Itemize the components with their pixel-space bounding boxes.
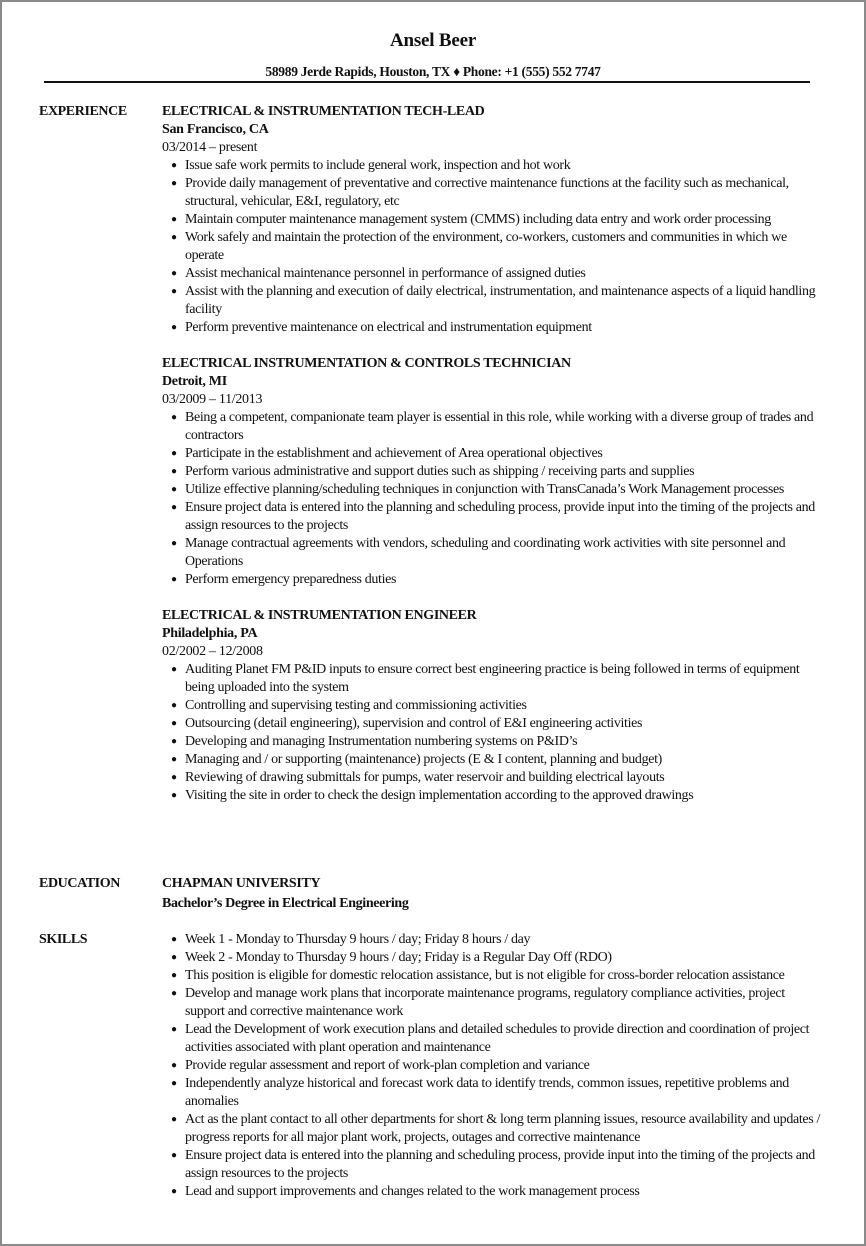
bullet-icon: ● bbox=[171, 718, 177, 729]
bullet-item bbox=[162, 265, 822, 283]
bullet-icon: ● bbox=[171, 952, 177, 963]
bullet-icon: ● bbox=[171, 214, 177, 225]
section-label-experience: EXPERIENCE bbox=[39, 104, 127, 119]
header-divider bbox=[44, 81, 810, 83]
bullet-item bbox=[162, 1147, 822, 1183]
bullet-text: Managing and / or supporting (maintenance) projects (E & I content, planning and budget) bbox=[185, 752, 662, 767]
skills-list bbox=[162, 931, 822, 1201]
bullet-item bbox=[162, 787, 822, 805]
job-entry bbox=[162, 607, 822, 805]
experience-list bbox=[162, 103, 822, 823]
skills-bullets bbox=[162, 931, 822, 1201]
bullet-item bbox=[162, 697, 822, 715]
job-dates: 02/2002 – 12/2008 bbox=[162, 644, 263, 659]
bullet-text: Perform preventive maintenance on electrical and instrumentation equipment bbox=[185, 320, 592, 335]
bullet-item bbox=[162, 1021, 822, 1057]
bullet-text: Manage contractual agreements with vendors, scheduling and coordinating work activities with site personnel and Operations bbox=[185, 536, 786, 569]
bullet-icon: ● bbox=[171, 772, 177, 783]
job-location: Detroit, MI bbox=[162, 374, 227, 389]
job-dates: 03/2014 – present bbox=[162, 140, 258, 155]
bullet-item bbox=[162, 229, 822, 265]
bullet-item bbox=[162, 211, 822, 229]
bullet-text: Assist mechanical maintenance personnel in performance of assigned duties bbox=[185, 266, 586, 281]
bullet-item bbox=[162, 715, 822, 733]
bullet-text: Reviewing of drawing submittals for pumps, water reservoir and building electrical layouts bbox=[185, 770, 665, 785]
bullet-item bbox=[162, 661, 822, 697]
bullet-text: Assist with the planning and execution of daily electrical, instrumentation, and maintenance aspects of a liquid handling facility bbox=[185, 284, 816, 317]
bullet-text: Ensure project data is entered into the planning and scheduling process, provide input into the timing of the projects and assign resources to the projects bbox=[185, 1148, 815, 1181]
bullet-icon: ● bbox=[171, 1078, 177, 1089]
bullet-text: Issue safe work permits to include general work, inspection and hot work bbox=[185, 158, 571, 173]
school-name: CHAPMAN UNIVERSITY bbox=[162, 876, 321, 891]
bullet-text: Visiting the site in order to check the design implementation according to the approved drawings bbox=[185, 788, 694, 803]
job-title: ELECTRICAL INSTRUMENTATION & CONTROLS TECHNICIAN bbox=[162, 356, 571, 371]
bullet-icon: ● bbox=[171, 286, 177, 297]
bullet-icon: ● bbox=[171, 934, 177, 945]
bullet-item bbox=[162, 445, 822, 463]
contact-line: 58989 Jerde Rapids, Houston, TX ♦ Phone: +1 (555) 552 7747 bbox=[265, 64, 601, 79]
job-entry bbox=[162, 355, 822, 589]
bullet-text: Week 1 - Monday to Thursday 9 hours / day; Friday 8 hours / day bbox=[185, 932, 531, 947]
section-label-skills: SKILLS bbox=[39, 932, 88, 947]
bullet-item bbox=[162, 967, 822, 985]
bullet-item bbox=[162, 571, 822, 589]
bullet-item bbox=[162, 985, 822, 1021]
bullet-icon: ● bbox=[171, 1186, 177, 1197]
job-location: San Francisco, CA bbox=[162, 122, 269, 137]
bullet-icon: ● bbox=[171, 574, 177, 585]
bullet-text: Lead and support improvements and changes related to the work management process bbox=[185, 1184, 640, 1199]
bullet-item bbox=[162, 769, 822, 787]
bullet-icon: ● bbox=[171, 502, 177, 513]
bullet-text: Being a competent, companionate team player is essential in this role, while working with a diverse group of trades and contractors bbox=[185, 410, 814, 443]
bullet-text: Lead the Development of work execution plans and detailed schedules to provide direction and coordination of project activities associated with plant operation and maintenance bbox=[185, 1022, 810, 1055]
bullet-icon: ● bbox=[171, 466, 177, 477]
bullet-icon: ● bbox=[171, 412, 177, 423]
bullet-icon: ● bbox=[171, 178, 177, 189]
section-label-education: EDUCATION bbox=[39, 876, 120, 891]
degree: Bachelor’s Degree in Electrical Engineering bbox=[162, 896, 409, 911]
bullet-icon: ● bbox=[171, 232, 177, 243]
job-bullets bbox=[162, 661, 822, 805]
bullet-item bbox=[162, 409, 822, 445]
education-entry bbox=[162, 875, 822, 913]
bullet-text: Week 2 - Monday to Thursday 9 hours / day; Friday is a Regular Day Off (RDO) bbox=[185, 950, 612, 965]
bullet-text: Provide regular assessment and report of work-plan completion and variance bbox=[185, 1058, 590, 1073]
bullet-icon: ● bbox=[171, 1024, 177, 1035]
bullet-text: Work safely and maintain the protection of the environment, co-workers, customers and communities in which we operate bbox=[185, 230, 787, 263]
bullet-text: Perform emergency preparedness duties bbox=[185, 572, 397, 587]
job-entry bbox=[162, 103, 822, 337]
bullet-item bbox=[162, 481, 822, 499]
bullet-item bbox=[162, 733, 822, 751]
bullet-text: Developing and managing Instrumentation numbering systems on P&ID’s bbox=[185, 734, 578, 749]
bullet-icon: ● bbox=[171, 484, 177, 495]
bullet-text: Ensure project data is entered into the planning and scheduling process, provide input into the timing of the projects and assign resources to the projects bbox=[185, 500, 815, 533]
bullet-item bbox=[162, 1111, 822, 1147]
bullet-text: Participate in the establishment and achievement of Area operational objectives bbox=[185, 446, 603, 461]
bullet-text: Develop and manage work plans that incorporate maintenance programs, regulatory compliance activities, project support and corrective maintenance work bbox=[185, 986, 785, 1019]
bullet-item bbox=[162, 283, 822, 319]
bullet-icon: ● bbox=[171, 664, 177, 675]
job-bullets bbox=[162, 157, 822, 337]
bullet-text: Outsourcing (detail engineering), supervision and control of E&I engineering activities bbox=[185, 716, 643, 731]
bullet-text: Independently analyze historical and forecast work data to identify trends, common issues, repetitive problems and anomalies bbox=[185, 1076, 789, 1109]
bullet-icon: ● bbox=[171, 736, 177, 747]
job-location: Philadelphia, PA bbox=[162, 626, 258, 641]
bullet-icon: ● bbox=[171, 1114, 177, 1125]
bullet-text: Perform various administrative and support duties such as shipping / receiving parts and supplies bbox=[185, 464, 695, 479]
bullet-item bbox=[162, 931, 822, 949]
bullet-item bbox=[162, 499, 822, 535]
bullet-text: Provide daily management of preventative and corrective maintenance functions at the facility such as mechanical, structural, vehicular, E&I, regulatory, etc bbox=[185, 176, 789, 209]
job-title: ELECTRICAL & INSTRUMENTATION ENGINEER bbox=[162, 608, 477, 623]
bullet-text: Maintain computer maintenance management system (CMMS) including data entry and work order processing bbox=[185, 212, 771, 227]
bullet-item bbox=[162, 1183, 822, 1201]
bullet-icon: ● bbox=[171, 538, 177, 549]
bullet-icon: ● bbox=[171, 448, 177, 459]
job-bullets bbox=[162, 409, 822, 589]
bullet-icon: ● bbox=[171, 1060, 177, 1071]
bullet-item bbox=[162, 949, 822, 967]
bullet-icon: ● bbox=[171, 160, 177, 171]
bullet-icon: ● bbox=[171, 970, 177, 981]
bullet-icon: ● bbox=[171, 322, 177, 333]
bullet-text: This position is eligible for domestic relocation assistance, but is not eligible for cross-border relocation assistance bbox=[185, 968, 785, 983]
bullet-icon: ● bbox=[171, 1150, 177, 1161]
bullet-item bbox=[162, 535, 822, 571]
bullet-icon: ● bbox=[171, 988, 177, 999]
job-dates: 03/2009 – 11/2013 bbox=[162, 392, 263, 407]
bullet-text: Controlling and supervising testing and commissioning activities bbox=[185, 698, 527, 713]
bullet-text: Utilize effective planning/scheduling techniques in conjunction with TransCanada’s Work Management processes bbox=[185, 482, 784, 497]
bullet-icon: ● bbox=[171, 790, 177, 801]
bullet-item bbox=[162, 175, 822, 211]
bullet-item bbox=[162, 1057, 822, 1075]
bullet-text: Auditing Planet FM P&ID inputs to ensure correct best engineering practice is being followed in terms of equipment being uploaded into the system bbox=[185, 662, 800, 695]
bullet-icon: ● bbox=[171, 754, 177, 765]
candidate-name: Ansel Beer bbox=[389, 30, 477, 51]
bullet-item bbox=[162, 157, 822, 175]
job-title: ELECTRICAL & INSTRUMENTATION TECH-LEAD bbox=[162, 104, 485, 119]
bullet-item bbox=[162, 751, 822, 769]
bullet-item bbox=[162, 319, 822, 337]
bullet-item bbox=[162, 463, 822, 481]
bullet-text: Act as the plant contact to all other departments for short & long term planning issues, resource availability and updates / progress reports for all major plant work, projects, outages and corrective maintenance bbox=[185, 1112, 821, 1145]
bullet-icon: ● bbox=[171, 700, 177, 711]
bullet-icon: ● bbox=[171, 268, 177, 279]
bullet-item bbox=[162, 1075, 822, 1111]
